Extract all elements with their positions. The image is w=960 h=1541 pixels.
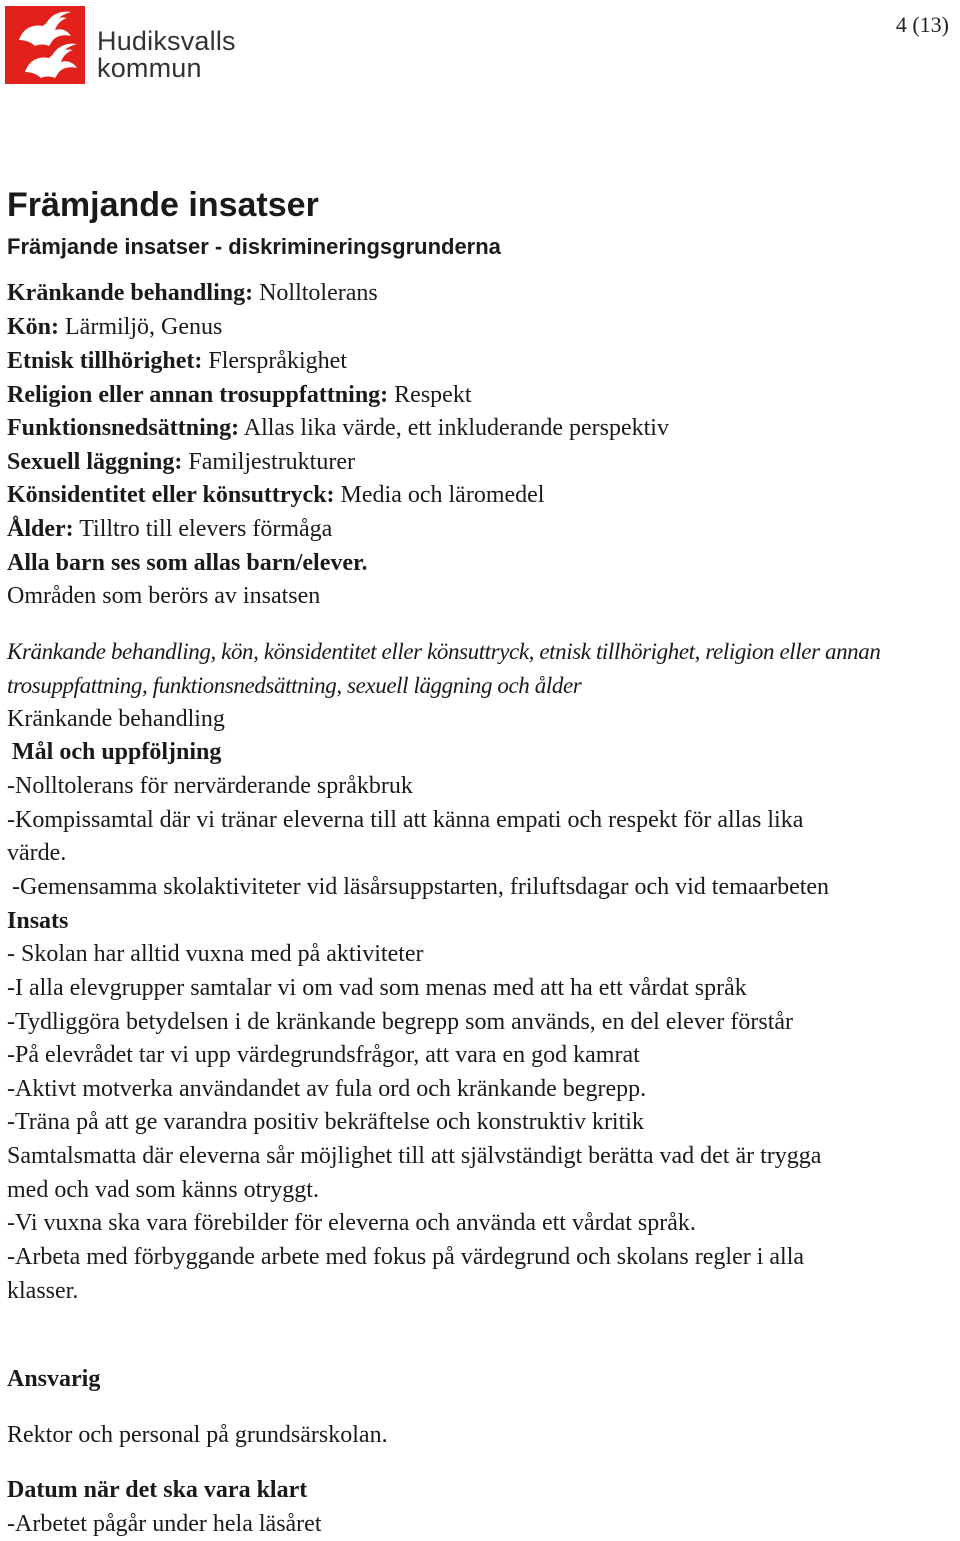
page-title: Främjande insatser [7,186,319,224]
ground-value: Flerspråkighet [208,348,347,374]
insats-line: -Arbeta med förbyggande arbete med fokus på värdegrund och skolans regler i alla [7,1244,805,1270]
logo-line-2: kommun [97,53,202,83]
ground-label: Ålder: [7,516,74,542]
insats-line: - Skolan har alltid vuxna med på aktiviteter [7,941,424,967]
datum-heading: Datum när det ska vara klart [7,1477,308,1503]
ground-value: Tilltro till elevers förmåga [79,516,333,542]
motto: Alla barn ses som allas barn/elever. [7,550,368,576]
ground-value: Respekt [394,382,472,408]
insats-line: klasser. [7,1278,79,1304]
ground-label: Sexuell läggning: [7,449,183,475]
ground-row [7,312,222,342]
section-label: Kränkande behandling [7,706,225,732]
datum-text: -Arbetet pågår under hela läsåret [7,1511,322,1537]
hudiksvalls-kommun-logo [5,6,255,86]
logo-wordmark [97,28,236,82]
ground-row [7,278,378,308]
page-number: 4 (13) [895,12,949,37]
areas-text-line: Kränkande behandling, kön, könsidentitet eller könsuttryck, etnisk tillhörighet, religion eller annan [7,639,881,664]
ground-label: Religion eller annan trosuppfattning: [7,382,389,408]
logo-line-1: Hudiksvalls [97,26,236,56]
ground-value: Lärmiljö, Genus [65,314,223,340]
areas-text-line: trosuppfattning, funktionsnedsättning, sexuell läggning och ålder [7,673,582,698]
goals-line: värde. [7,840,67,866]
insats-line: -Vi vuxna ska vara förebilder för eleverna och använda ett vårdat språk. [7,1210,696,1236]
page-subtitle: Främjande insatser - diskrimineringsgrunderna [7,234,501,259]
insats-line: -På elevrådet tar vi upp värdegrundsfrågor, att vara en god kamrat [7,1042,640,1068]
logo-goat-icon [5,6,85,84]
ground-row [7,447,355,477]
ground-value: Media och läromedel [340,482,545,508]
ground-value: Familjestrukturer [188,449,355,475]
ground-label: Etnisk tillhörighet: [7,348,203,374]
ground-row [7,480,544,510]
goals-line: -Kompissamtal där vi tränar eleverna till att känna empati och respekt för allas lika [7,807,804,833]
ground-value: Allas lika värde, ett inkluderande perspektiv [243,415,669,441]
insats-line: -Aktivt motverka användandet av fula ord och kränkande begrepp. [7,1076,647,1102]
goals-heading: Mål och uppföljning [12,739,222,765]
insats-line: -Träna på att ge varandra positiv bekräftelse och konstruktiv kritik [7,1109,644,1135]
ground-label: Funktionsnedsättning: [7,415,240,441]
ground-value: Nolltolerans [259,280,378,306]
goals-line: -Nolltolerans för nervärderande språkbruk [7,773,413,799]
ground-row [7,514,332,544]
ground-label: Könsidentitet eller könsuttryck: [7,482,335,508]
insats-line: med och vad som känns otryggt. [7,1177,319,1203]
ansvarig-text: Rektor och personal på grundsärskolan. [7,1422,388,1448]
ansvarig-heading: Ansvarig [7,1366,101,1392]
ground-row [7,413,669,443]
ground-row [7,346,347,376]
insats-heading: Insats [7,908,69,934]
ground-row [7,380,472,410]
ground-label: Kön: [7,314,60,340]
ground-label: Kränkande behandling: [7,280,254,306]
areas-heading: Områden som berörs av insatsen [7,583,321,609]
goals-line: -Gemensamma skolaktiviteter vid läsårsuppstarten, friluftsdagar och vid temaarbeten [12,874,830,900]
insats-line: Samtalsmatta där eleverna sår möjlighet till att självständigt berätta vad det är trygga [7,1143,822,1169]
insats-line: -I alla elevgrupper samtalar vi om vad som menas med att ha ett vårdat språk [7,975,747,1001]
insats-line: -Tydliggöra betydelsen i de kränkande begrepp som används, en del elever förstår [7,1009,794,1035]
